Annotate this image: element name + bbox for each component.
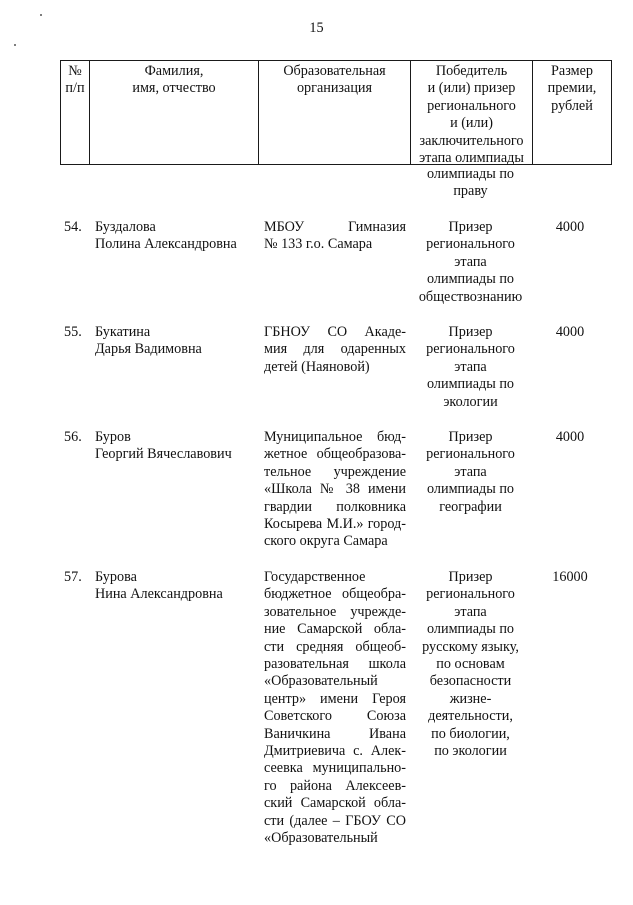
row-number: 57.	[64, 569, 82, 585]
org-line: ский Самарской обла-	[264, 795, 406, 812]
row-amount: 4000	[555, 324, 585, 340]
winner-line: по экологии	[434, 743, 507, 760]
continuation-line: праву	[453, 183, 488, 200]
header-amount-line: рублей	[551, 97, 593, 114]
header-name	[90, 61, 258, 164]
row-winner	[410, 569, 531, 760]
header-amount	[533, 61, 611, 164]
winner-line: этапа	[454, 358, 487, 375]
winner-line: олимпиады по	[426, 271, 515, 288]
org-line: «Образовательный	[264, 673, 378, 690]
name-line: Нина Александровна	[95, 586, 223, 603]
org-line: Советского Союза	[264, 708, 406, 725]
header-number-line: п/п	[65, 80, 85, 97]
winner-line: этапа	[454, 253, 487, 270]
continuation-line: олимпиады по	[426, 166, 515, 182]
org-line: жетное общеобразова-	[264, 446, 406, 463]
row-winner	[410, 219, 531, 306]
row-organization	[264, 219, 406, 254]
org-line: сти (далее – ГБОУ СО	[264, 812, 406, 829]
header-winner	[411, 61, 532, 167]
winner-line: олимпиады по	[426, 376, 515, 393]
org-line: МБОУ Гимназия	[264, 219, 406, 235]
org-line: бюджетное общеобра-	[264, 586, 406, 603]
name-line: Бурова	[95, 569, 137, 585]
winner-line: деятельности,	[428, 708, 513, 725]
winner-line: Призер	[448, 429, 493, 445]
winner-line: жизне-	[449, 690, 492, 707]
winner-line: безопасности	[429, 673, 512, 690]
row-organization	[264, 324, 406, 376]
winner-line: этапа	[454, 463, 487, 480]
row-amount: 16000	[552, 569, 588, 585]
winner-line: русскому языку,	[422, 638, 519, 655]
header-winner-line: и (или) призер	[427, 80, 516, 97]
org-line: тельное учреждение	[264, 463, 406, 480]
name-line: Буздалова	[95, 219, 156, 235]
org-line: сти средняя общеоб-	[264, 638, 406, 655]
winner-line: регионального	[426, 446, 515, 463]
scan-speck	[40, 14, 42, 16]
scan-speck	[14, 44, 16, 46]
header-winner-line: этапа олимпиады	[419, 150, 524, 167]
row-organization	[264, 569, 406, 848]
org-line: детей (Наяновой)	[264, 358, 370, 375]
name-line: Букатина	[95, 324, 151, 340]
winner-line: регионального	[426, 341, 515, 358]
row-name	[95, 429, 260, 464]
row-organization	[264, 429, 406, 551]
winner-line: Призер	[448, 324, 493, 340]
org-line: Косырева М.И.» город-	[264, 516, 406, 533]
page-number: 15	[309, 20, 324, 36]
winner-line: географии	[439, 498, 502, 515]
row-number: 56.	[64, 429, 82, 445]
org-line: центр» имени Героя	[264, 690, 406, 707]
name-line: Дарья Вадимовна	[95, 341, 202, 358]
name-line: Буров	[95, 429, 131, 445]
winner-line: Призер	[448, 219, 493, 235]
row-amount: 4000	[555, 429, 585, 445]
org-line: Дмитриевича с. Алек-	[264, 743, 406, 760]
header-winner-line: регионального	[427, 97, 516, 114]
name-line: Полина Александровна	[95, 236, 237, 253]
winner-line: регионального	[426, 236, 515, 253]
header-number-line: №	[68, 63, 82, 79]
org-line: зовательное учрежде-	[264, 603, 406, 620]
org-line: го района Алексеев-	[264, 777, 406, 794]
header-number	[61, 61, 89, 164]
header-organization	[259, 61, 410, 164]
org-line: ние Самарской обла-	[264, 621, 406, 638]
header-amount-line: премии,	[547, 80, 597, 97]
winner-line: олимпиады по	[426, 621, 515, 638]
header-winner-line: Победитель	[435, 63, 508, 79]
org-line: сеевка муниципально-	[264, 760, 406, 777]
name-line: Георгий Вячеславович	[95, 446, 232, 463]
org-line: мия для одаренных	[264, 341, 406, 358]
org-line: «Образовательный	[264, 830, 378, 847]
row-number: 54.	[64, 219, 82, 235]
org-line: Муниципальное бюд-	[264, 429, 406, 445]
header-name-line: имя, отчество	[132, 80, 216, 97]
winner-line: по основам	[436, 656, 505, 673]
org-line: разовательная школа	[264, 656, 406, 673]
org-line: ского округа Самара	[264, 533, 388, 550]
winner-line: Призер	[448, 569, 493, 585]
row-name	[95, 219, 260, 254]
org-line: ГБНОУ СО Акаде-	[264, 324, 406, 340]
org-line: Государственное	[264, 569, 366, 585]
header-name-line: Фамилия,	[144, 63, 204, 79]
row-winner	[410, 429, 531, 516]
table-header	[60, 60, 612, 165]
winner-line: этапа	[454, 603, 487, 620]
winner-line: экологии	[443, 393, 498, 410]
org-line: № 133 г.о. Самара	[264, 236, 373, 253]
header-winner-line: заключительного	[419, 132, 524, 149]
winner-continuation	[410, 166, 531, 201]
row-winner	[410, 324, 531, 411]
header-org-line: организация	[296, 80, 373, 97]
row-number: 55.	[64, 324, 82, 340]
row-name	[95, 569, 260, 604]
winner-line: обществознанию	[418, 288, 523, 305]
winner-line: по биологии,	[431, 725, 510, 742]
org-line: Ваничкина Ивана	[264, 725, 406, 742]
row-name	[95, 324, 260, 359]
org-line: «Школа № 38 имени	[264, 481, 406, 498]
header-org-line: Образовательная	[283, 63, 386, 79]
header-amount-line: Размер	[551, 63, 593, 79]
winner-line: олимпиады по	[426, 481, 515, 498]
winner-line: регионального	[426, 586, 515, 603]
header-winner-line: и (или)	[450, 115, 493, 132]
org-line: гвардии полковника	[264, 498, 406, 515]
row-amount: 4000	[555, 219, 585, 235]
